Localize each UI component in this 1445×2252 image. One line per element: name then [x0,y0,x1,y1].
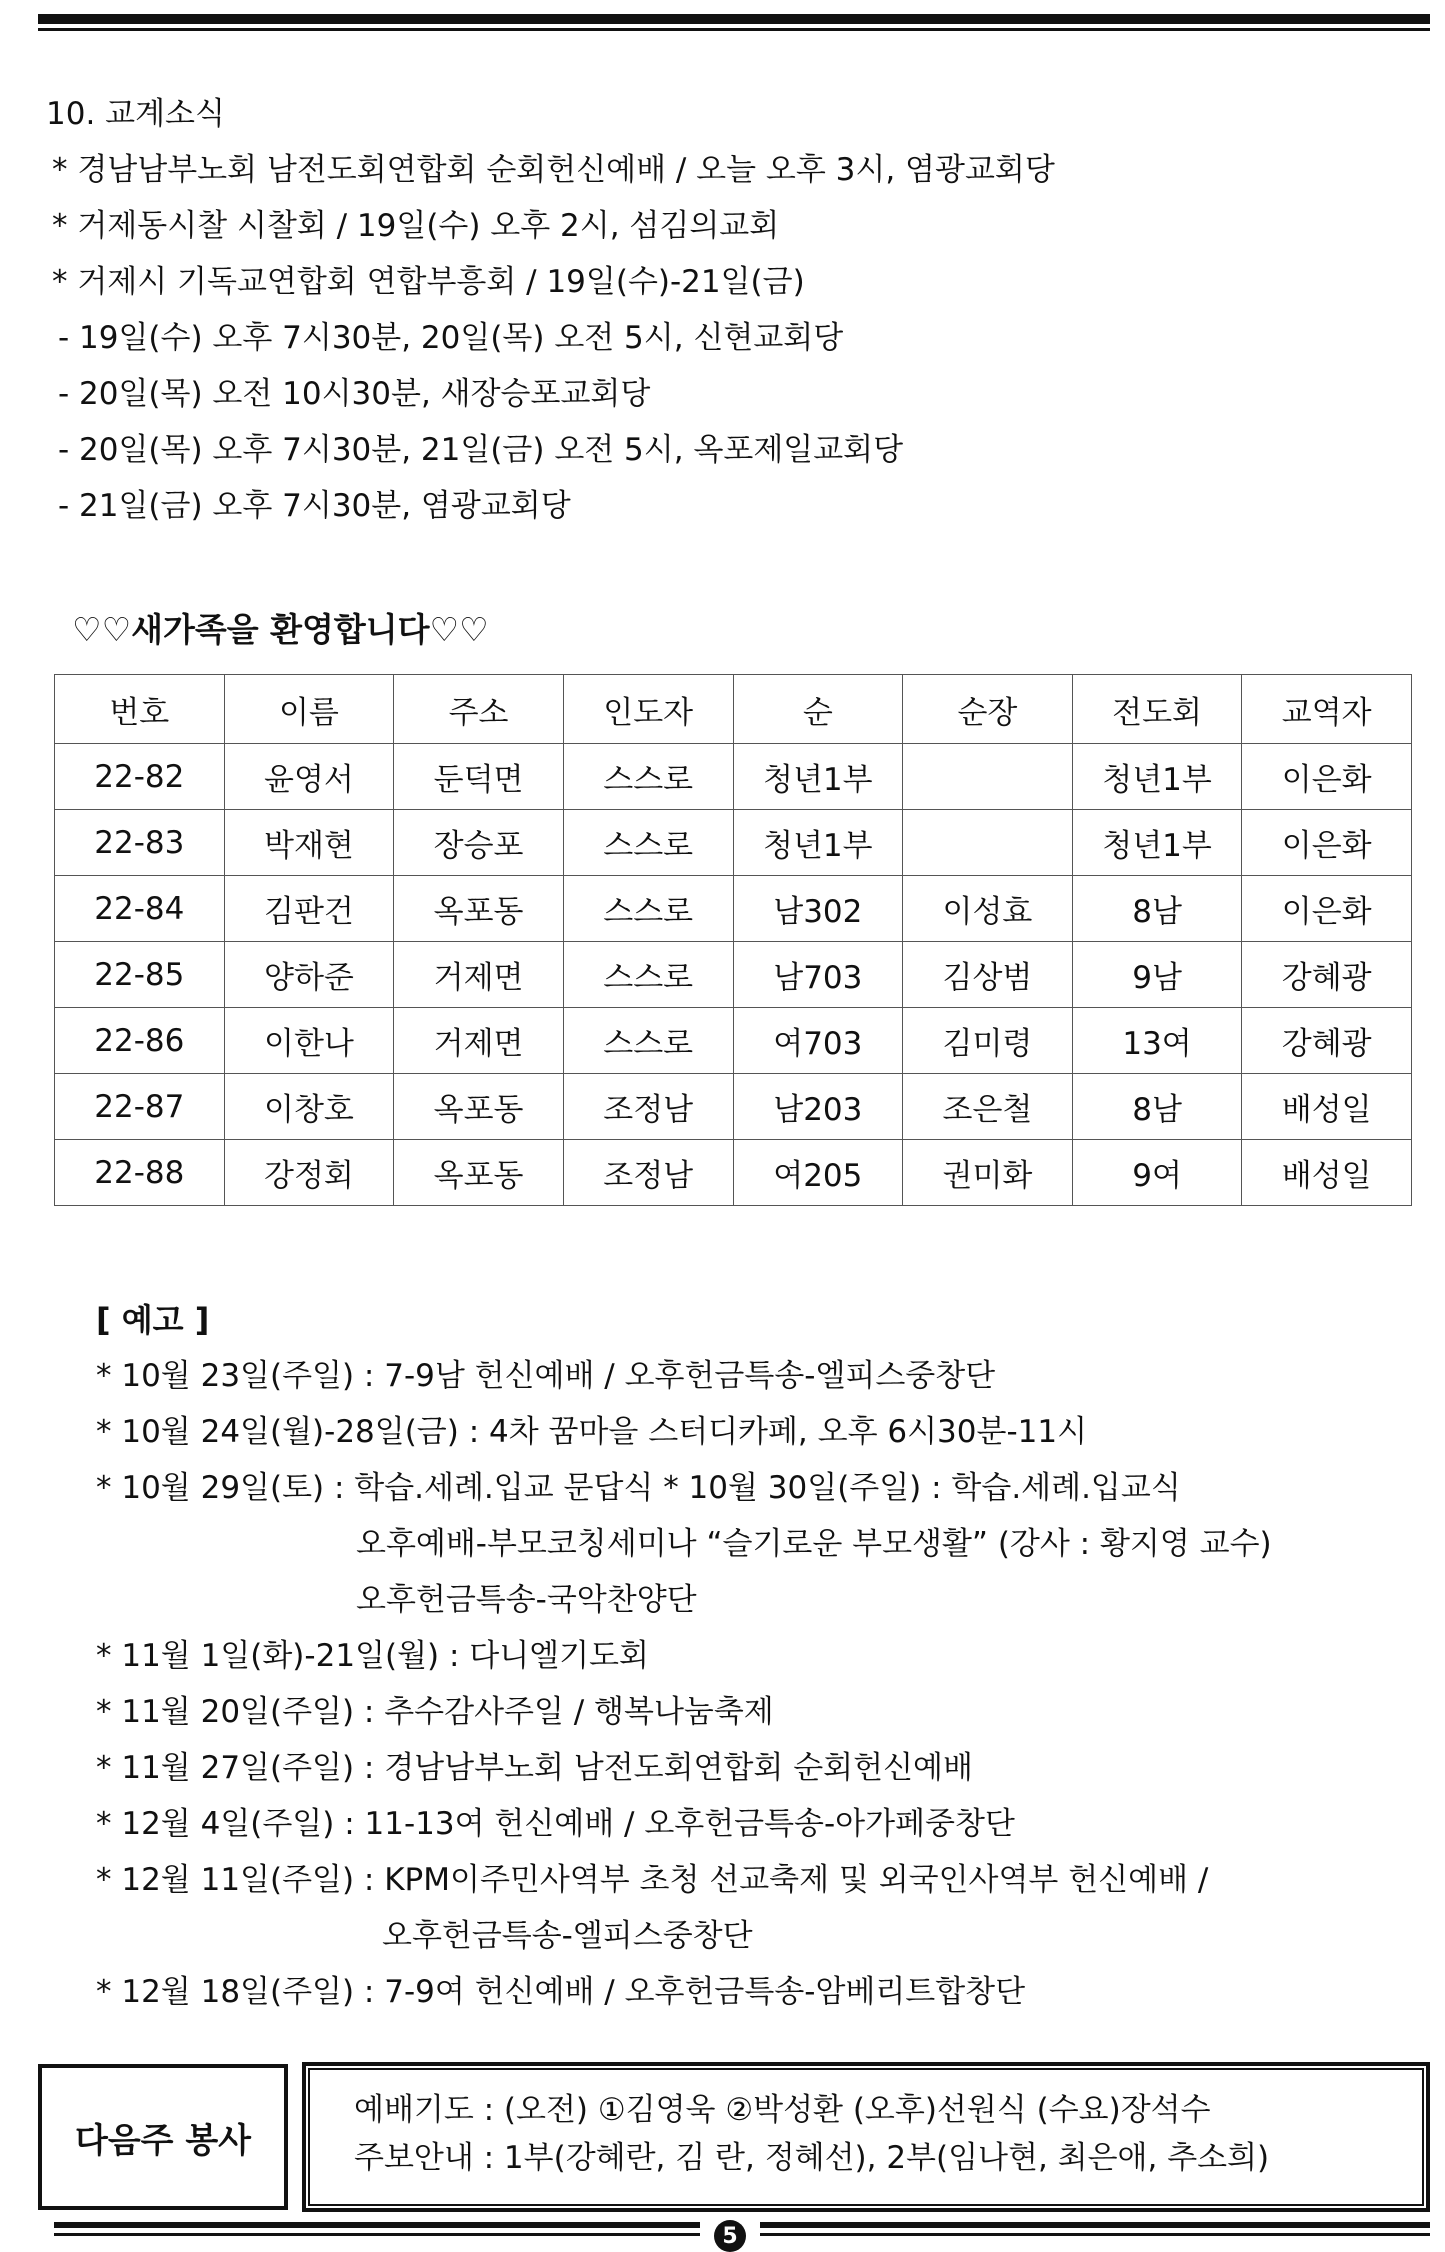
table-cell: 옥포동 [394,1140,564,1206]
header-cell: 순 [733,675,903,744]
table-cell: 9여 [1072,1140,1242,1206]
table-cell: 13여 [1072,1008,1242,1074]
table-cell: 남703 [733,942,903,1008]
header-cell: 인도자 [563,675,733,744]
table-cell: 배성일 [1242,1140,1412,1206]
notice-line: * 10월 24일(월)-28일(금) : 4차 꿈마을 스터디카페, 오후 6시30분-11시 [96,1414,1088,1450]
table-cell: 청년1부 [733,744,903,810]
notice-line: 오후예배-부모코칭세미나 “슬기로운 부모생활” (강사 : 황지영 교수) [356,1526,1272,1562]
header-cell: 교역자 [1242,675,1412,744]
notice-title: [ 예고 ] [96,1301,210,1339]
header-cell: 순장 [903,675,1073,744]
notice-line: * 10월 29일(토) : 학습.세례.입교 문답식 * 10월 30일(주일) : 학습.세례.입교식 [96,1470,1181,1506]
table-cell: 장승포 [394,810,564,876]
next-week-service-box [302,2062,1430,2212]
table-cell: 22-85 [55,942,225,1008]
table-row [55,1008,1412,1074]
news-line: - 20일(목) 오후 7시30분, 21일(금) 오전 5시, 옥포제일교회당 [58,432,904,468]
notice-line: * 12월 18일(주일) : 7-9여 헌신예배 / 오후헌금특송-암베리트합창단 [96,1974,1026,2010]
table-cell: 22-84 [55,876,225,942]
table-cell: 스스로 [563,744,733,810]
table-cell: 이은화 [1242,744,1412,810]
table-cell: 스스로 [563,1008,733,1074]
table-row [55,876,1412,942]
prayer-line: 예배기도 : (오전) ①김영욱 ②박성환 (오후)선원식 (수요)장석수 [354,2092,1211,2128]
news-line: - 20일(목) 오전 10시30분, 새장승포교회당 [58,376,651,412]
notice-line: 오후헌금특송-엘피스중창단 [382,1918,753,1954]
table-row [55,810,1412,876]
next-week-service-label: 다음주 봉사 [38,2064,288,2210]
table-cell: 강정회 [224,1140,394,1206]
table-cell: 청년1부 [1072,744,1242,810]
table-cell: 8남 [1072,1074,1242,1140]
header-cell: 번호 [55,675,225,744]
table-cell: 22-82 [55,744,225,810]
news-title: 10. 교계소식 [46,96,225,132]
table-cell: 22-83 [55,810,225,876]
table-cell: 청년1부 [733,810,903,876]
table-cell: 거제면 [394,942,564,1008]
notice-line: * 10월 23일(주일) : 7-9남 헌신예배 / 오후헌금특송-엘피스중창단 [96,1358,996,1394]
table-cell: 거제면 [394,1008,564,1074]
table-cell: 이은화 [1242,876,1412,942]
news-line: - 19일(수) 오후 7시30분, 20일(목) 오전 5시, 신현교회당 [58,320,844,356]
table-cell: 박재현 [224,810,394,876]
table-cell: 김미령 [903,1008,1073,1074]
table-cell: 배성일 [1242,1074,1412,1140]
header-cell: 전도회 [1072,675,1242,744]
table-cell: 김판건 [224,876,394,942]
table-cell: 조정남 [563,1140,733,1206]
table-cell: 옥포동 [394,876,564,942]
table-cell: 김상범 [903,942,1073,1008]
welcome-title: ♡♡새가족을 환영합니다♡♡ [72,610,489,649]
table-cell: 둔덕면 [394,744,564,810]
table-cell: 여205 [733,1140,903,1206]
table-cell: 권미화 [903,1140,1073,1206]
table-cell: 이창호 [224,1074,394,1140]
header-cell: 이름 [224,675,394,744]
table-cell: 22-86 [55,1008,225,1074]
table-cell: 이은화 [1242,810,1412,876]
table-cell [903,744,1073,810]
page-number: 5 [714,2220,746,2252]
table-row [55,942,1412,1008]
table-cell: 양하준 [224,942,394,1008]
new-family-table [54,674,1412,1206]
table-cell: 스스로 [563,810,733,876]
notice-line: 오후헌금특송-국악찬양단 [356,1582,697,1618]
notice-line: * 11월 1일(화)-21일(월) : 다니엘기도회 [96,1638,649,1674]
table-cell: 스스로 [563,942,733,1008]
table-cell: 조정남 [563,1074,733,1140]
table-cell: 여703 [733,1008,903,1074]
table-cell: 남302 [733,876,903,942]
notice-line: * 11월 27일(주일) : 경남남부노회 남전도회연합회 순회헌신예배 [96,1750,973,1786]
table-row [55,744,1412,810]
header-cell: 주소 [394,675,564,744]
table-cell: 옥포동 [394,1074,564,1140]
table-cell: 9남 [1072,942,1242,1008]
table-cell: 남203 [733,1074,903,1140]
table-cell: 22-87 [55,1074,225,1140]
table-cell: 청년1부 [1072,810,1242,876]
table-header-row [55,675,1412,744]
table-cell: 윤영서 [224,744,394,810]
notice-line: * 12월 4일(주일) : 11-13여 헌신예배 / 오후헌금특송-아가페중창단 [96,1806,1015,1842]
table-row [55,1140,1412,1206]
news-line: * 거제시 기독교연합회 연합부흥회 / 19일(수)-21일(금) [52,264,805,300]
table-cell: 8남 [1072,876,1242,942]
table-cell: 강혜광 [1242,1008,1412,1074]
table-cell [903,810,1073,876]
notice-line: * 12월 11일(주일) : KPM이주민사역부 초청 선교축제 및 외국인사역부 헌신예배 / [96,1862,1209,1898]
news-line: - 21일(금) 오후 7시30분, 염광교회당 [58,488,571,524]
news-line: * 경남남부노회 남전도회연합회 순회헌신예배 / 오늘 오후 3시, 염광교회당 [52,152,1055,188]
news-line: * 거제동시찰 시찰회 / 19일(수) 오후 2시, 섬김의교회 [52,208,780,244]
table-cell: 22-88 [55,1140,225,1206]
table-cell: 강혜광 [1242,942,1412,1008]
table-cell: 이성효 [903,876,1073,942]
guide-line: 주보안내 : 1부(강혜란, 김 란, 정혜선), 2부(임나현, 최은애, 추소희) [354,2140,1270,2176]
top-rule [38,14,1430,31]
table-cell: 스스로 [563,876,733,942]
table-cell: 이한나 [224,1008,394,1074]
table-row [55,1074,1412,1140]
table-cell: 조은철 [903,1074,1073,1140]
notice-line: * 11월 20일(주일) : 추수감사주일 / 행복나눔축제 [96,1694,774,1730]
